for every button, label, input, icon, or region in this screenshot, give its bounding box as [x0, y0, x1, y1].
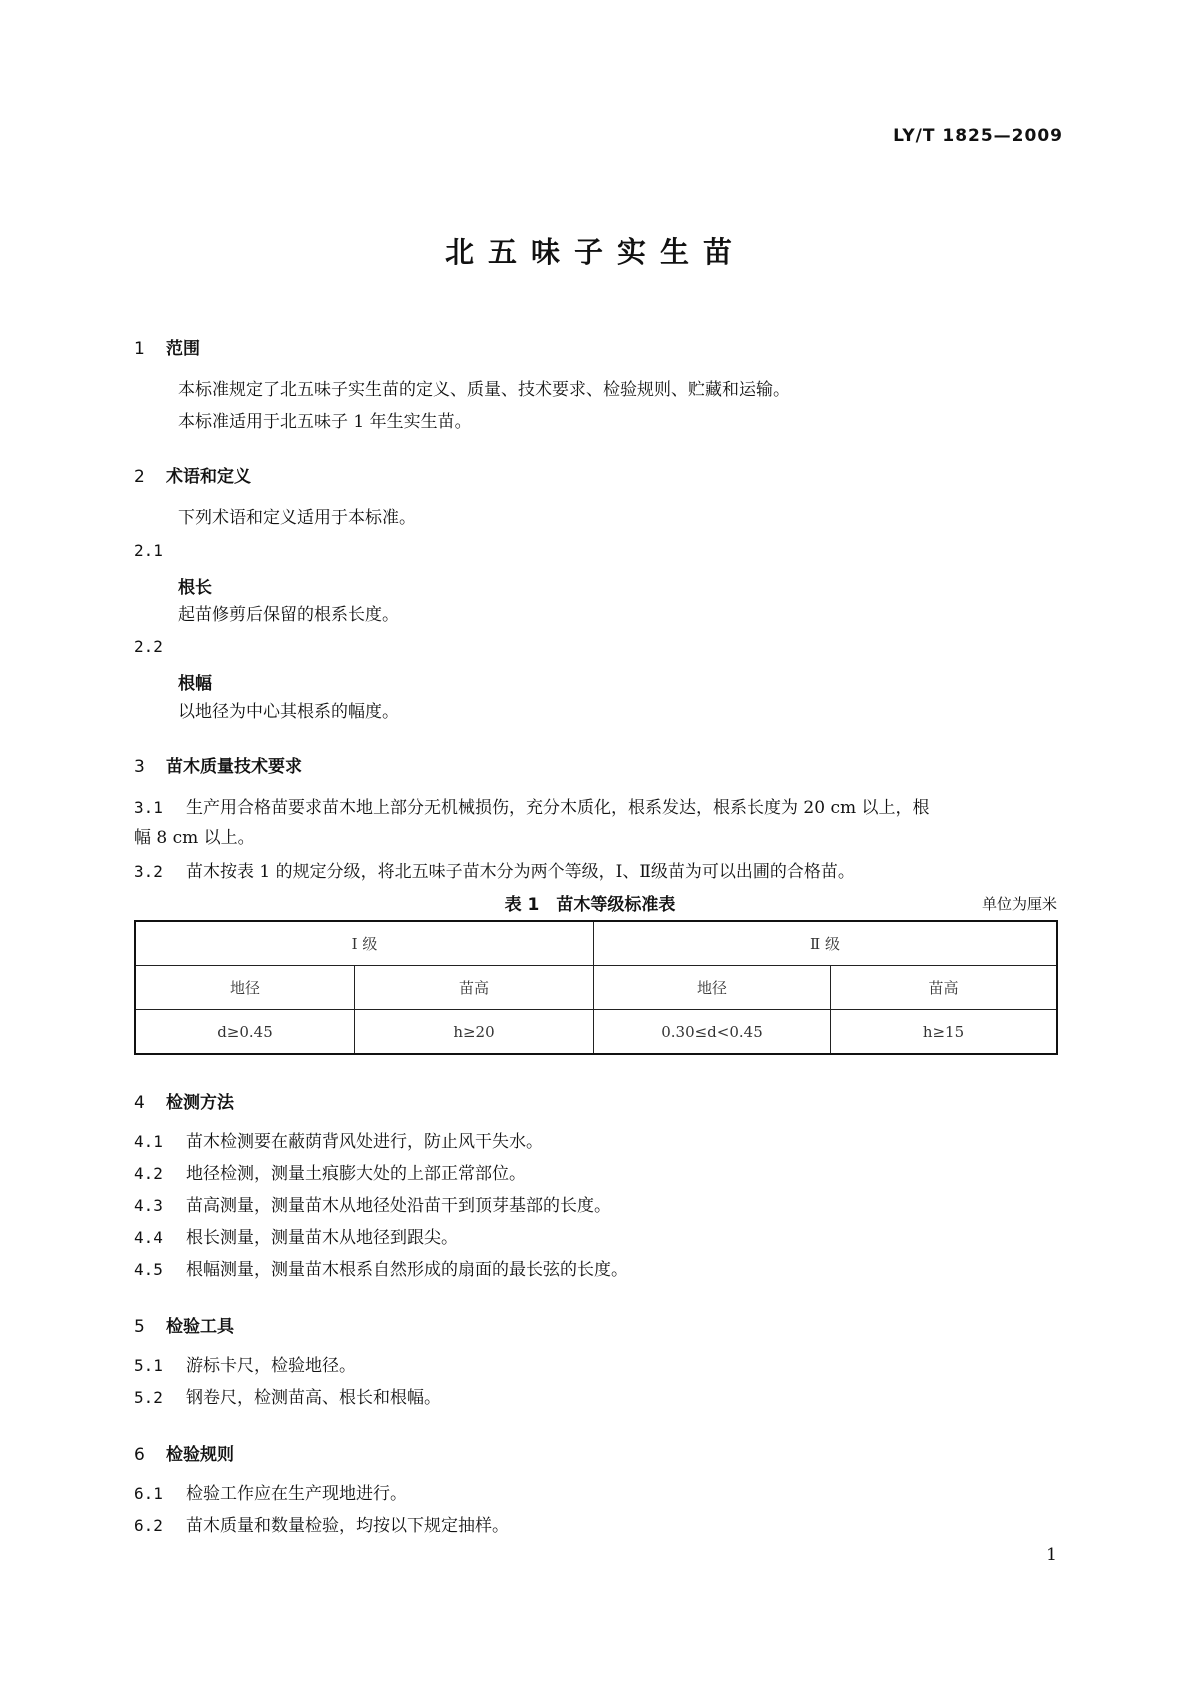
clause-text: 游标卡尺，检验地径。: [186, 1356, 356, 1376]
clause-number: 4.2: [134, 1164, 163, 1183]
table-row: [135, 966, 1057, 1010]
paragraph: 本标准适用于北五味子 1 年生实生苗。: [178, 412, 472, 432]
section-title: 检测方法: [166, 1093, 234, 1113]
term-number: 2.2: [134, 637, 163, 656]
clause: [134, 1194, 611, 1218]
paragraph: 本标准规定了北五味子实生苗的定义、质量、技术要求、检验规则、贮藏和运输。: [178, 380, 790, 400]
table-cell: h≥15: [831, 1010, 1058, 1055]
clause: [134, 1482, 407, 1506]
clause-number: 4.5: [134, 1260, 163, 1279]
document-title: 北五味子实生苗: [444, 235, 746, 269]
clause-text: 根长测量，测量苗木从地径到跟尖。: [186, 1228, 458, 1248]
table-cell: d≥0.45: [135, 1010, 355, 1055]
column-header: 苗高: [355, 966, 594, 1010]
section-number: 4: [134, 1093, 145, 1113]
table-unit: 单位为厘米: [981, 895, 1057, 913]
section-number: 1: [134, 339, 145, 359]
clause-3-2: [134, 860, 855, 884]
section-6-heading: [134, 1440, 234, 1465]
clause-text: 苗高测量，测量苗木从地径处沿苗干到顶芽基部的长度。: [186, 1196, 611, 1216]
term-definition: 以地径为中心其根系的幅度。: [178, 702, 399, 722]
clause-number: 6.2: [134, 1516, 163, 1535]
section-number: 6: [134, 1445, 145, 1465]
section-2-heading: [134, 462, 251, 487]
clause: [134, 1514, 509, 1538]
clause-text: 苗木按表 1 的规定分级，将北五味子苗木分为两个等级，Ⅰ、Ⅱ级苗为可以出圃的合格苗。: [186, 862, 855, 882]
clause-text: 生产用合格苗要求苗木地上部分无机械损伤，充分木质化，根系发达，根系长度为 20 cm 以上，根: [186, 798, 930, 818]
section-5-heading: [134, 1312, 234, 1337]
clause-text: 苗木质量和数量检验，均按以下规定抽样。: [186, 1516, 509, 1536]
section-title: 检验工具: [166, 1317, 234, 1337]
term-number: 2.1: [134, 541, 163, 560]
grade-1-header: Ⅰ 级: [135, 921, 594, 966]
clause-text: 根幅测量，测量苗木根系自然形成的扇面的最长弦的长度。: [186, 1260, 628, 1280]
grade-table: [134, 920, 1058, 1055]
clause-number: 4.1: [134, 1132, 163, 1151]
clause-number: 4.4: [134, 1228, 163, 1247]
clause: [134, 1386, 441, 1410]
paragraph: 下列术语和定义适用于本标准。: [178, 508, 416, 528]
table-row: [135, 1010, 1057, 1055]
grade-2-header: Ⅱ 级: [594, 921, 1058, 966]
section-3-heading: [134, 752, 302, 777]
column-header: 苗高: [831, 966, 1058, 1010]
section-4-heading: [134, 1088, 234, 1113]
table-caption: 表 1 苗木等级标准表: [504, 895, 676, 915]
clause: [134, 1354, 356, 1378]
clause-text: 检验工作应在生产现地进行。: [186, 1484, 407, 1504]
clause-3-1: [134, 796, 1058, 820]
clause-text: 钢卷尺，检测苗高、根长和根幅。: [186, 1388, 441, 1408]
standard-code: LY/T 1825—2009: [893, 126, 1063, 146]
clause-continuation: 幅 8 cm 以上。: [134, 828, 255, 848]
clause: [134, 1226, 458, 1250]
section-1-heading: [134, 334, 200, 359]
section-title: 检验规则: [166, 1445, 234, 1465]
clause-number: 6.1: [134, 1484, 163, 1503]
clause-text: 苗木检测要在蔽荫背风处进行，防止风干失水。: [186, 1132, 543, 1152]
term-definition: 起苗修剪后保留的根系长度。: [178, 605, 399, 625]
clause-text: 地径检测，测量土痕膨大处的上部正常部位。: [186, 1164, 526, 1184]
clause-number: 4.3: [134, 1196, 163, 1215]
clause: [134, 1162, 526, 1186]
table-row: [135, 921, 1057, 966]
clause-number: 5.1: [134, 1356, 163, 1375]
clause-number: 5.2: [134, 1388, 163, 1407]
table-cell: 0.30≤d<0.45: [594, 1010, 831, 1055]
column-header: 地径: [594, 966, 831, 1010]
term-name: 根幅: [178, 674, 212, 694]
section-number: 3: [134, 757, 145, 777]
section-title: 苗木质量技术要求: [166, 757, 302, 777]
section-title: 范围: [166, 339, 200, 359]
clause-number: 3.1: [134, 798, 163, 817]
term-name: 根长: [178, 578, 212, 598]
clause: [134, 1258, 628, 1282]
table-cell: h≥20: [355, 1010, 594, 1055]
column-header: 地径: [135, 966, 355, 1010]
clause-number: 3.2: [134, 862, 163, 881]
section-title: 术语和定义: [166, 467, 251, 487]
section-number: 2: [134, 467, 145, 487]
clause: [134, 1130, 543, 1154]
section-number: 5: [134, 1317, 145, 1337]
